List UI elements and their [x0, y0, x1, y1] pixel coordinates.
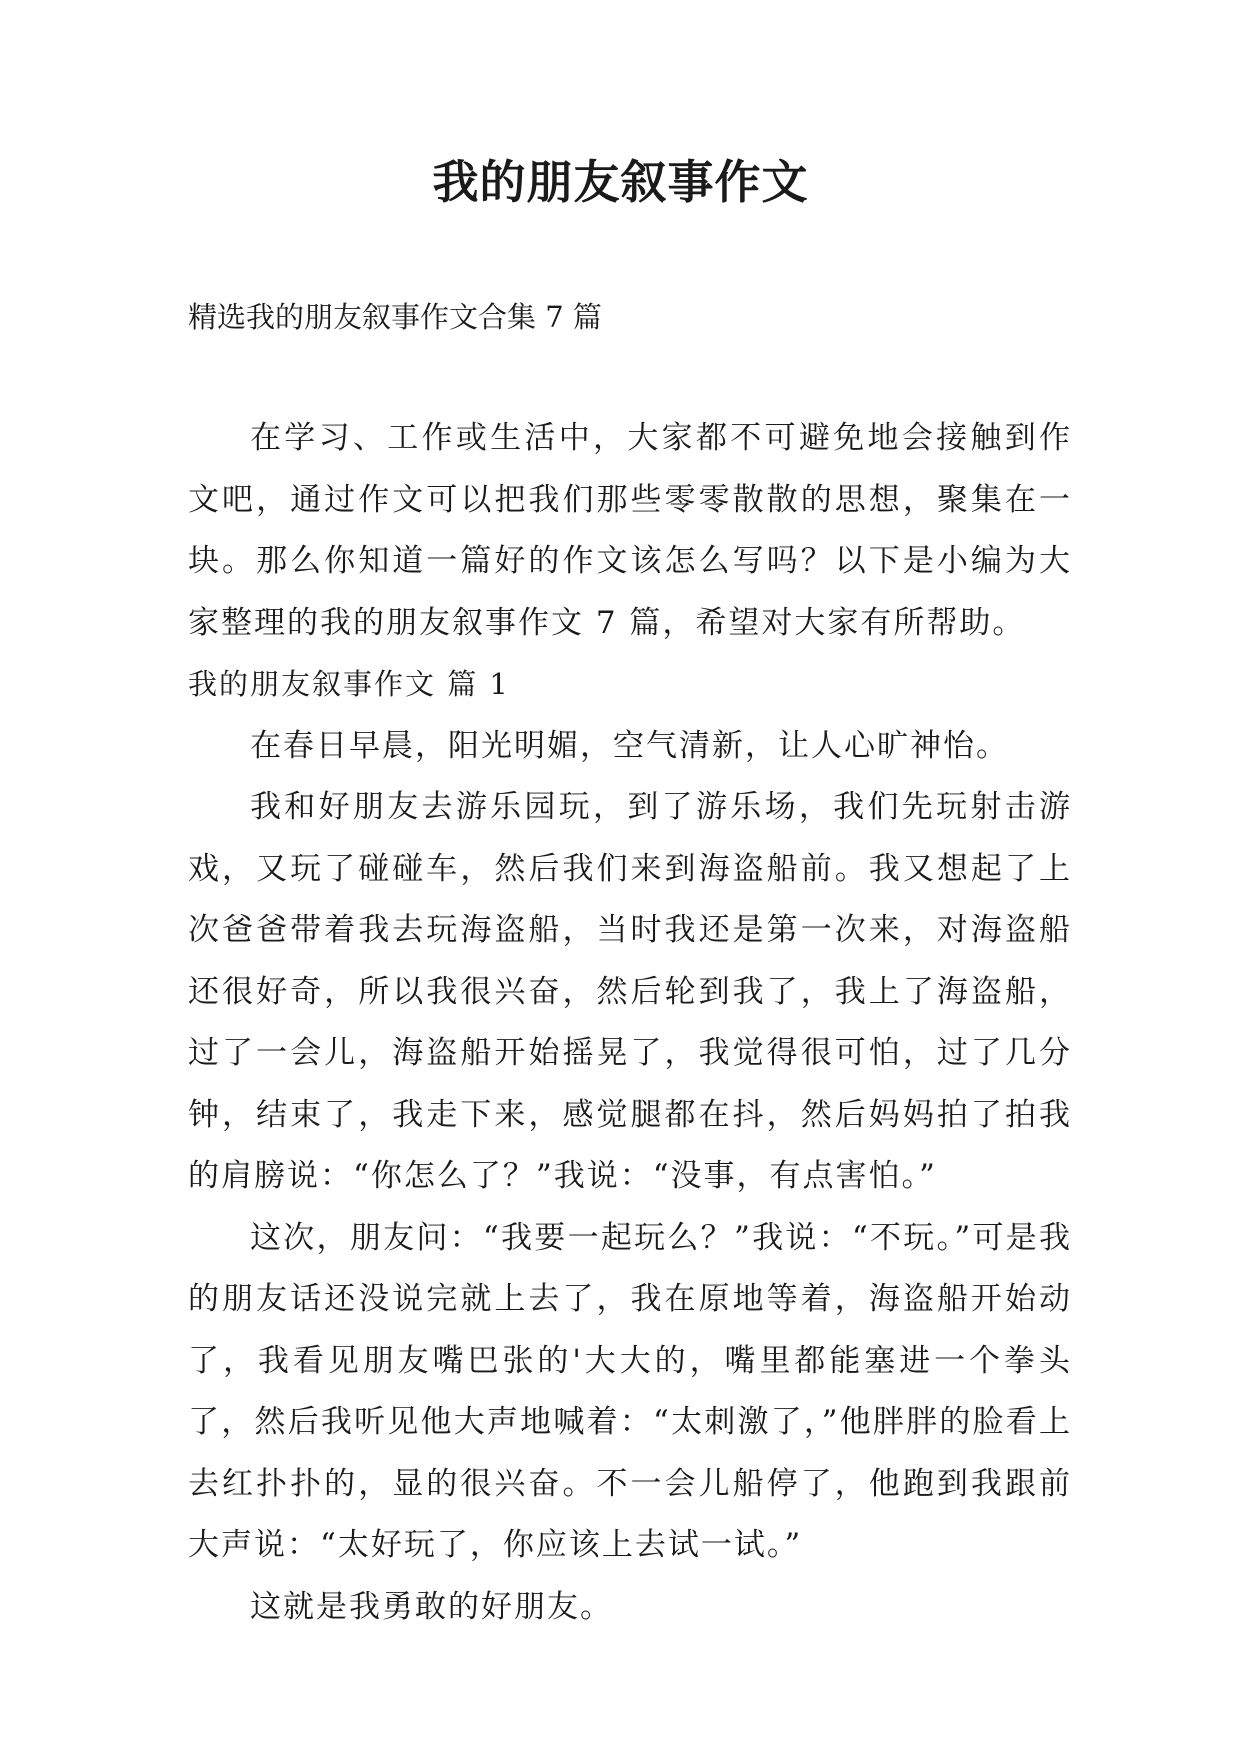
- document-title: 我的朋友叙事作文: [432, 155, 809, 209]
- section-heading: 我的朋友叙事作文 篇 1: [188, 667, 510, 701]
- document-subtitle: 精选我的朋友叙事作文合集 7 篇: [188, 300, 602, 334]
- body-paragraph: 我和好朋友去游乐园玩，到了游乐场，我们先玩射击游戏，又玩了碰碰车，然后我们来到海盗船前。我又想起了上次爸爸带着我去玩海盗船，当时我还是第一次来，对海盗船还很好奇，所以我很兴奋，然后轮到我了，我上了海盗船，过了一会儿，海盗船开始摇晃了，我觉得很可怕，过了几分钟，结束了，我走下来，感觉腿都在抖，然后妈妈拍了拍我的肩膀说：“你怎么了？”我说：“没事，有点害怕。”: [188, 789, 1072, 1194]
- body-paragraph: 在春日早晨，阳光明媚，空气清新，让人心旷神怡。: [250, 727, 1009, 764]
- body-paragraph: 这就是我勇敢的好朋友。: [250, 1588, 613, 1625]
- body-paragraph: 这次，朋友问：“我要一起玩么？”我说：“不玩。”可是我的朋友话还没说完就上去了，我在原地等着，海盗船开始动了，我看见朋友嘴巴张的'大大的，嘴里都能塞进一个拳头了，然后我听见他大声地喊着：“太刺激了，”他胖胖的脸看上去红扑扑的，显的很兴奋。不一会儿船停了，他跑到我跟前大声说：“太好玩了，你应该上去试一试。”: [188, 1219, 1072, 1563]
- document-body: [188, 408, 1072, 1638]
- intro-paragraph: 在学习、工作或生活中，大家都不可避免地会接触到作文吧，通过作文可以把我们那些零零散散的思想，聚集在一块。那么你知道一篇好的作文该怎么写吗？以下是小编为大家整理的我的朋友叙事作文 7 篇，希望对大家有所帮助。: [188, 420, 1072, 641]
